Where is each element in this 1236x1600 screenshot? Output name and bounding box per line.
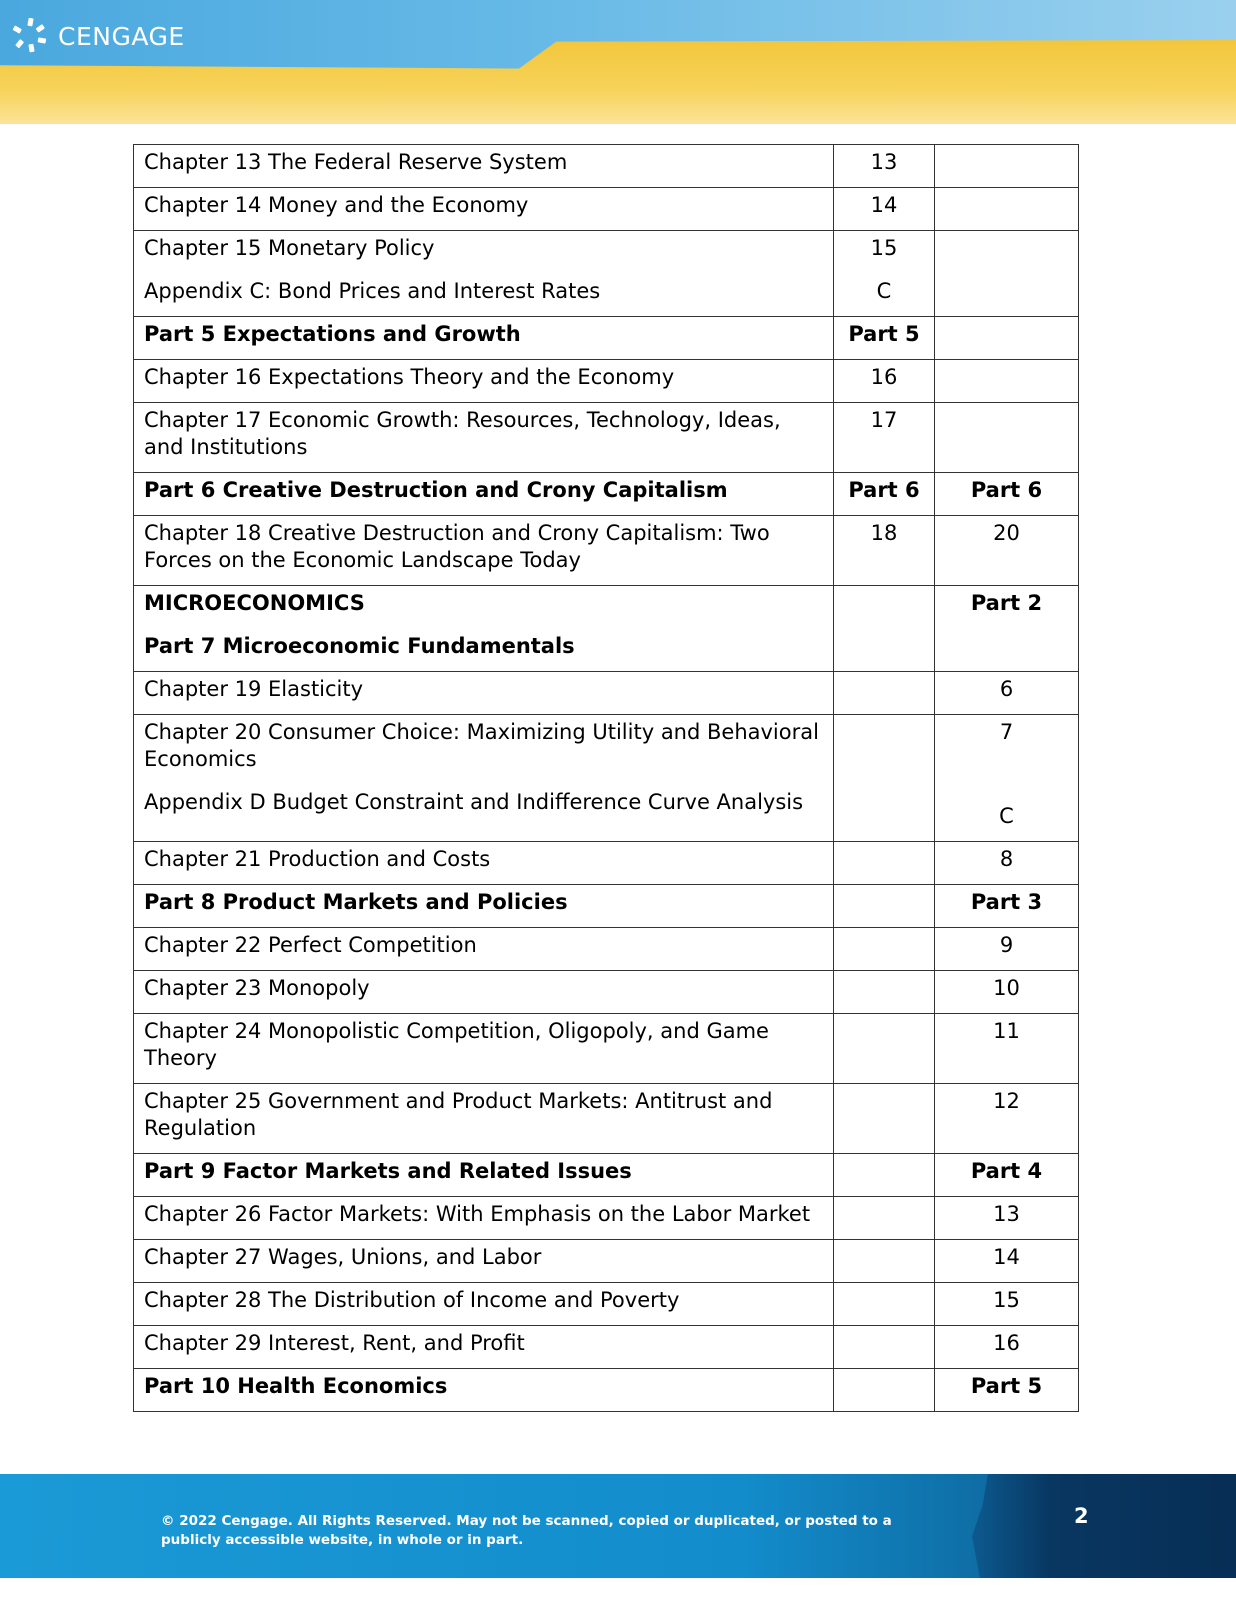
table-row [134, 715, 1079, 842]
row-col3-value: 7 [999, 720, 1014, 744]
row-col3-value: 16 [993, 1331, 1020, 1355]
table-row [134, 231, 1079, 317]
row-col3-cell [935, 971, 1079, 1014]
row-title: Chapter 29 Interest, Rent, and Profit [144, 1331, 525, 1355]
row-title-cell [134, 1014, 834, 1084]
row-col3-value: Part 4 [970, 1159, 1043, 1183]
row-title-secondary: Appendix C: Bond Prices and Interest Rates [144, 279, 601, 303]
row-title: Chapter 19 Elasticity [144, 677, 364, 701]
row-col2-cell [834, 1154, 935, 1197]
row-col2-cell [834, 715, 935, 842]
row-col3-value: 9 [999, 933, 1014, 957]
row-col2-cell [834, 1014, 935, 1084]
row-title: Chapter 16 Expectations Theory and the Economy [144, 365, 675, 389]
row-col3-value: 11 [993, 1019, 1020, 1043]
row-col3-value: 6 [999, 677, 1014, 701]
table-row [134, 1283, 1079, 1326]
row-title: Part 8 Product Markets and Policies [144, 890, 568, 914]
cengage-burst-icon [12, 18, 50, 54]
row-col2-cell [834, 473, 935, 516]
row-col3-cell [935, 360, 1079, 403]
row-title: Chapter 27 Wages, Unions, and Labor [144, 1245, 542, 1269]
row-col2-value: Part 5 [848, 322, 920, 346]
row-col2-cell [834, 516, 935, 586]
row-title-secondary: Appendix D Budget Constraint and Indifference Curve Analysis [144, 790, 804, 814]
row-col3-value-secondary: C [999, 804, 1014, 828]
row-col3-value: 13 [993, 1202, 1020, 1226]
row-title-cell [134, 928, 834, 971]
row-title: Chapter 15 Monetary Policy [144, 236, 435, 260]
row-col3-cell [935, 231, 1079, 317]
row-col3-cell [935, 1084, 1079, 1154]
row-col3-cell [935, 1326, 1079, 1369]
table-row [134, 586, 1079, 672]
table-row [134, 1240, 1079, 1283]
row-title-cell [134, 403, 834, 473]
row-title: Chapter 25 Government and Product Markets: Antitrust and Regulation [144, 1089, 773, 1140]
row-title-cell [134, 672, 834, 715]
row-col3-value: 10 [993, 976, 1020, 1000]
row-title: Part 5 Expectations and Growth [144, 322, 521, 346]
table-row [134, 360, 1079, 403]
table-row [134, 1369, 1079, 1412]
row-title: Chapter 23 Monopoly [144, 976, 370, 1000]
table-row [134, 188, 1079, 231]
row-title-cell [134, 842, 834, 885]
row-title: Part 10 Health Economics [144, 1374, 448, 1398]
row-col2-cell [834, 1240, 935, 1283]
row-col2-value: 15 [870, 236, 898, 260]
row-title-cell [134, 360, 834, 403]
row-title: Chapter 26 Factor Markets: With Emphasis on the Labor Market [144, 1202, 811, 1226]
row-col2-cell [834, 971, 935, 1014]
row-col3-cell [935, 672, 1079, 715]
page-number: 2 [1074, 1504, 1089, 1528]
table-row [134, 403, 1079, 473]
row-col3-value: Part 2 [970, 591, 1043, 615]
row-title-cell [134, 971, 834, 1014]
copyright-notice: © 2022 Cengage. All Rights Reserved. May not be scanned, copied or duplicated, or posted to a publicly accessible website, in whole or in part. [161, 1513, 892, 1548]
row-col2-value: Part 6 [848, 478, 920, 502]
logo-wordmark: CENGAGE [58, 21, 185, 51]
row-title-cell [134, 473, 834, 516]
row-col2-value: 16 [870, 365, 898, 389]
row-title-cell [134, 715, 834, 842]
table-row [134, 473, 1079, 516]
table-row [134, 842, 1079, 885]
page-footer [0, 1474, 1236, 1578]
row-col3-value: 20 [993, 521, 1020, 545]
row-title-cell [134, 586, 834, 672]
row-col3-cell [935, 473, 1079, 516]
row-title: Chapter 28 The Distribution of Income and Poverty [144, 1288, 680, 1312]
table-row [134, 516, 1079, 586]
row-col3-cell [935, 317, 1079, 360]
table-row [134, 1197, 1079, 1240]
row-col2-cell [834, 231, 935, 317]
contents-table [133, 144, 1079, 1412]
row-title-cell [134, 1283, 834, 1326]
row-col3-value: 8 [999, 847, 1014, 871]
row-col3-cell [935, 842, 1079, 885]
table-row [134, 317, 1079, 360]
row-col2-cell [834, 1326, 935, 1369]
row-title: Chapter 21 Production and Costs [144, 847, 491, 871]
row-title-cell [134, 1369, 834, 1412]
row-col2-cell [834, 145, 935, 188]
row-title-cell [134, 231, 834, 317]
row-title-cell [134, 1326, 834, 1369]
row-col2-cell [834, 360, 935, 403]
row-col3-cell [935, 1154, 1079, 1197]
row-title: Chapter 14 Money and the Economy [144, 193, 529, 217]
row-col3-value: Part 5 [970, 1374, 1043, 1398]
row-col3-cell [935, 516, 1079, 586]
row-col3-cell [935, 586, 1079, 672]
row-col2-value: 17 [870, 408, 898, 432]
row-col3-cell [935, 715, 1079, 842]
row-col2-cell [834, 842, 935, 885]
row-title: Chapter 13 The Federal Reserve System [144, 150, 568, 174]
row-title-cell [134, 317, 834, 360]
table-row [134, 885, 1079, 928]
row-col2-cell [834, 1197, 935, 1240]
row-title-cell [134, 1084, 834, 1154]
page-header [0, 0, 1236, 124]
table-row [134, 971, 1079, 1014]
row-title: Chapter 20 Consumer Choice: Maximizing Utility and Behavioral Economics [144, 720, 819, 771]
table-row [134, 928, 1079, 971]
row-title-cell [134, 1240, 834, 1283]
row-col3-cell [935, 403, 1079, 473]
row-col2-cell [834, 1084, 935, 1154]
row-title: MICROECONOMICS [144, 591, 365, 615]
cengage-logo [12, 18, 185, 54]
row-col2-cell [834, 1369, 935, 1412]
row-title-cell [134, 516, 834, 586]
row-col3-cell [935, 1240, 1079, 1283]
row-col3-cell [935, 928, 1079, 971]
footer-dark-band [972, 1474, 1236, 1578]
row-col2-cell [834, 672, 935, 715]
row-title: Part 9 Factor Markets and Related Issues [144, 1159, 632, 1183]
table-row [134, 672, 1079, 715]
row-title-cell [134, 188, 834, 231]
table-row [134, 1084, 1079, 1154]
row-title: Chapter 24 Monopolistic Competition, Oligopoly, and Game Theory [144, 1019, 769, 1070]
row-title-cell [134, 1197, 834, 1240]
row-col3-cell [935, 145, 1079, 188]
row-col2-value: 14 [870, 193, 898, 217]
row-col3-cell [935, 1197, 1079, 1240]
row-col2-cell [834, 188, 935, 231]
row-col2-value: 18 [870, 521, 898, 545]
row-col3-value: 15 [993, 1288, 1020, 1312]
row-col3-cell [935, 188, 1079, 231]
row-title-secondary: Part 7 Microeconomic Fundamentals [144, 634, 575, 658]
row-col2-cell [834, 403, 935, 473]
row-title: Chapter 22 Perfect Competition [144, 933, 477, 957]
row-col3-value: Part 6 [970, 478, 1043, 502]
row-title: Chapter 17 Economic Growth: Resources, Technology, Ideas, and Institutions [144, 408, 781, 459]
row-title-cell [134, 885, 834, 928]
row-title-cell [134, 145, 834, 188]
row-title: Chapter 18 Creative Destruction and Crony Capitalism: Two Forces on the Economic Landscape Today [144, 521, 770, 572]
row-col2-value: 13 [870, 150, 898, 174]
row-col2-cell [834, 586, 935, 672]
row-col2-cell [834, 317, 935, 360]
row-title-cell [134, 1154, 834, 1197]
row-col2-value-secondary: C [876, 279, 892, 303]
table-row [134, 145, 1079, 188]
table-row [134, 1154, 1079, 1197]
row-col3-cell [935, 1283, 1079, 1326]
table-row [134, 1014, 1079, 1084]
row-col3-value: 14 [993, 1245, 1020, 1269]
table-row [134, 1326, 1079, 1369]
row-col3-value: 12 [993, 1089, 1020, 1113]
row-col3-cell [935, 885, 1079, 928]
row-col3-value: Part 3 [970, 890, 1043, 914]
row-title: Part 6 Creative Destruction and Crony Capitalism [144, 478, 728, 502]
row-col2-cell [834, 928, 935, 971]
row-col2-cell [834, 1283, 935, 1326]
row-col3-cell [935, 1014, 1079, 1084]
row-col3-cell [935, 1369, 1079, 1412]
row-col2-cell [834, 885, 935, 928]
